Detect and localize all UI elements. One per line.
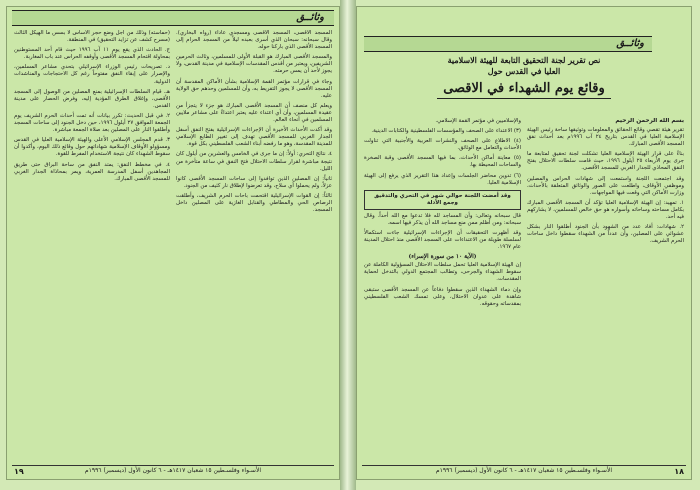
paragraph: ثانياً: إن المصلين الذين توافدوا إلى ساحات المسجد الأقصى كانوا عزلاً، ولم يحملوا أي سلاح، وقد تعرضوا لإطلاق نار كثيف من الجنود.: [176, 175, 332, 189]
article-headline: [366, 54, 682, 99]
headline-line-2: العليا في القدس حول: [487, 66, 561, 76]
paragraph: ٣. قدم المجلس الإسلامي الأعلى والهيئة الإسلامية العليا في القدس ومسؤولو الأوقاف الإسلامية شهاداتهم حول وقائع ذلك اليوم، وأكدوا أن سقوط الشهداء كان نتيجة الاستخدام المفرط للقوة.: [14, 137, 170, 158]
paragraph: (٤) الاطلاع على الصحف والنشرات العربية والأجنبية التي تناولت الأحداث والتعامل مع الوثائق.: [364, 138, 521, 152]
left-col-left: [14, 30, 170, 462]
paragraph: وإن دماء الشهداء الذين سقطوا دفاعاً عن المسجد الأقصى ستبقى شاهدة على عدوان الاحتلال، وعلى تمسك الشعب الفلسطيني بمقدساته وحقوقه.: [364, 286, 521, 307]
bismillah: بسم الله الرحمن الرحيم: [615, 118, 684, 124]
paragraph: والمسجد الأقصى المبارك هو القبلة الأولى للمسلمين، وثالث الحرمين الشريفين، ويعتبر من أقدس المقدسات الإسلامية في مدينة القدس، ولا يجوز لأحد أن يمس حرمته.: [176, 54, 332, 75]
right-header-title: وثائــق: [616, 38, 644, 49]
paragraph: هـ. قيام السلطات الإسرائيلية بمنع المصلين من الوصول إلى المسجد الأقصى، وإغلاق الطرق المؤدية إليه، وفرض الحصار على مدينة القدس.: [14, 88, 170, 109]
left-col-right: [176, 30, 332, 462]
right-col-right: [527, 118, 684, 462]
paragraph: (٣) الاعتداء على الصحف والمؤسسات الفلسطينية والكتابات الدينية.: [371, 128, 521, 135]
right-columns: [364, 118, 684, 462]
paragraph: ٤. في مخطط النفق: يمتد النفق من ساحة البراق حتى طريق المجاهدين أسفل المدرسة العمرية، ويمر بمحاذاة الجدار الغربي للمسجد الأقصى المبارك.: [14, 161, 170, 182]
left-page-number: ١٩: [14, 467, 24, 476]
paragraph: وجاء في قرارات مؤتمر القمة الإسلامية بشأن الأماكن المقدسة أن المسجد الأقصى لا يجوز التفريط به، وأن للمسلمين وحدهم حق الولاية عليه.: [176, 78, 332, 99]
right-footer: [362, 465, 686, 476]
paragraph: ٤. نتائج التحري: أولاً: إن ما جرى في الخامس والعشرين من أيلول كان نتيجة مباشرة لقرار سلطات الاحتلال فتح النفق في ساعة متأخرة من الليل.: [176, 151, 332, 172]
paragraph: (٦) تدوين محاضر الجلسات وإعداد هذا التقرير الذي يرفع إلى الهيئة الإسلامية العليا.: [364, 172, 521, 186]
paragraph: بناءً على قرار الهيئة الإسلامية العليا تشكلت لجنة تحقيق لمتابعة ما جرى يوم الأربعاء ٢٥ أيلول ١٩٩٦، حيث قامت سلطات الاحتلال بفتح النفق المحاذي للجدار الغربي للمسجد الأقصى.: [527, 151, 684, 172]
left-page: [6, 6, 340, 480]
left-header-bar: [12, 10, 334, 26]
left-header-title: وثائــق: [296, 12, 324, 23]
paragraph: وقد أظهرت التحقيقات أن الإجراءات الإسرائيلية جاءت استكمالاً لسلسلة طويلة من الاعتداءات على المسجد الأقصى منذ احتلال المدينة عام ١٩٦٧.: [364, 229, 521, 251]
paragraph: ويعلم كل منصف أن المسجد الأقصى المبارك هو جزء لا يتجزأ من عقيدة المسلمين، وأن أي اعتداء عليه يعتبر اعتداءً على مشاعر ملايين المسلمين في أنحاء العالم.: [176, 102, 332, 124]
headline-line-1: نص تقرير لجنة التحقيق التابعة للهيئة الاسلامية: [447, 55, 601, 65]
left-footer: [12, 465, 334, 476]
right-page: [356, 6, 692, 480]
right-col-left: [364, 118, 521, 462]
paragraph: ٢. شهادات: أفاد عدد من الشهود بأن الجنود أطلقوا النار بشكل عشوائي على المصلين، وأن عدداً من الشهداء سقطوا داخل ساحات الحرم الشريف.: [527, 224, 684, 245]
headline-main: وقائع يوم الشهداء في الاقصى: [437, 81, 611, 99]
paragraph: ج. الحادث الذي يقع يوم ١١ آب ١٩٩٦ حيث قام أحد المستوطنين بمحاولة اقتحام المسجد الأقصى وأوقفه الحراس عند باب المغاربة.: [14, 47, 170, 61]
paragraph: ٢. في قبل الحديث: تكرر بيانات أنه تمت أحداث الحرم الشريف يوم الجمعة الموافق ٢٧ أيلول ١٩٩٦، حين دخل الجنود إلى ساحات المسجد وأطلقوا النار على المصلين بعد صلاة الجمعة مباشرة.: [14, 112, 170, 134]
boxed-note: وقد أمضت اللجنة حوالي شهر في التحري والتدقيق وجمع الأدلة: [364, 190, 521, 210]
paragraph: المسجد الأقصى، المسجد الأقصى ومسجدي عاداء (رواه البخاري). وقال سبحانه: سبحان الذي أسرى بعبده ليلاً من المسجد الحرام إلى المسجد الأقصى الذي باركنا حوله.: [176, 30, 332, 51]
paragraph: (٥) معاينة أماكن الأحداث، بما فيها المسجد الأقصى وقبة الصخرة والساحات المحيطة بها.: [364, 155, 521, 169]
left-columns: [14, 30, 332, 462]
paragraph: ١. تمهيد: إن الهيئة الإسلامية العليا تؤكد أن المسجد الأقصى المبارك بكامل مساحته وساحاته وأسواره هو حق خالص للمسلمين، لا يشاركهم فيه أحد.: [527, 199, 684, 221]
paragraph: (حماسته) وذلك من أجل وضع حجر الأساس لا بسس ما الهيكل الثالث (مسرح كشف عن تزايد التحقيق) في المنطقة.: [14, 30, 170, 44]
book-spine: [340, 0, 356, 490]
footer-text: الأسـواء وفلسـطين ١٥ شعبان ١٤١٧هـ - ٦ كانون الأول (ديسمبر) ١٩٩٦م: [435, 467, 613, 474]
paragraph: إن الهيئة الإسلامية العليا تحمل سلطات الاحتلال المسؤولية الكاملة عن سقوط الشهداء والجرحى، وتطالب المجتمع الدولي بالتدخل لحماية المقدسات.: [364, 262, 521, 283]
paragraph: د. تصريحات رئيس الوزراء الإسرائيلي بتحدي مشاعر المسلمين، والإصرار على إبقاء النفق مفتوحاً رغم كل الاحتجاجات والمناشدات الدولية.: [14, 64, 170, 85]
paragraph: تقرير هيئة تقصي وقائع الحقائق والمعلومات وتوثيقها ساحة رئيس الهيئة الإسلامية العليا في القدس بتاريخ ٢٤ آب ١٩٩٦م بعد أحداث نفق المسجد الأقصى المبارك.: [527, 127, 684, 148]
footer-text: الأسـواء وفلسـطين ١٥ شعبان ١٤١٧هـ - ٦ كانون الأول (ديسمبر) ١٩٩٦م: [84, 467, 262, 474]
right-header-bar: [364, 36, 652, 52]
paragraph: قال سبحانه وتعالى: وأن المساجد لله فلا تدعوا مع الله أحداً. وقال سبحانه: ومن أظلم ممن منع مساجد الله أن يذكر فيها اسمه.: [364, 212, 521, 226]
paragraph: وقد أكدت الأحداث الأخيرة أن الإجراءات الإسرائيلية بفتح النفق أسفل الجدار الغربي للمسجد الأقصى تهدف إلى تغيير الطابع الإسلامي للمدينة المقدسة، وهو ما رفضه أبناء الشعب الفلسطيني بكل قوة.: [176, 127, 332, 148]
right-page-number: ١٨: [674, 467, 684, 476]
paragraph: وقد اجتمعت اللجنة واستمعت إلى شهادات الحراس والمصلين وموظفي الأوقاف، واطلعت على الصور والوثائق المتعلقة بالأحداث، وزارت الأماكن التي وقعت فيها المواجهات.: [527, 175, 684, 196]
quran-reference: (الآية ١٠ من سورة الإسراء): [408, 254, 477, 261]
paragraph: ثالثاً: إن القوات الإسرائيلية اقتحمت باحات الحرم الشريف، وأطلقت الرصاص الحي والمطاطي والقنابل الغازية على المصلين داخل المسجد.: [176, 192, 332, 214]
paragraph: والإسلاميين في مؤتمر القمة الإسلامي.: [435, 118, 521, 124]
